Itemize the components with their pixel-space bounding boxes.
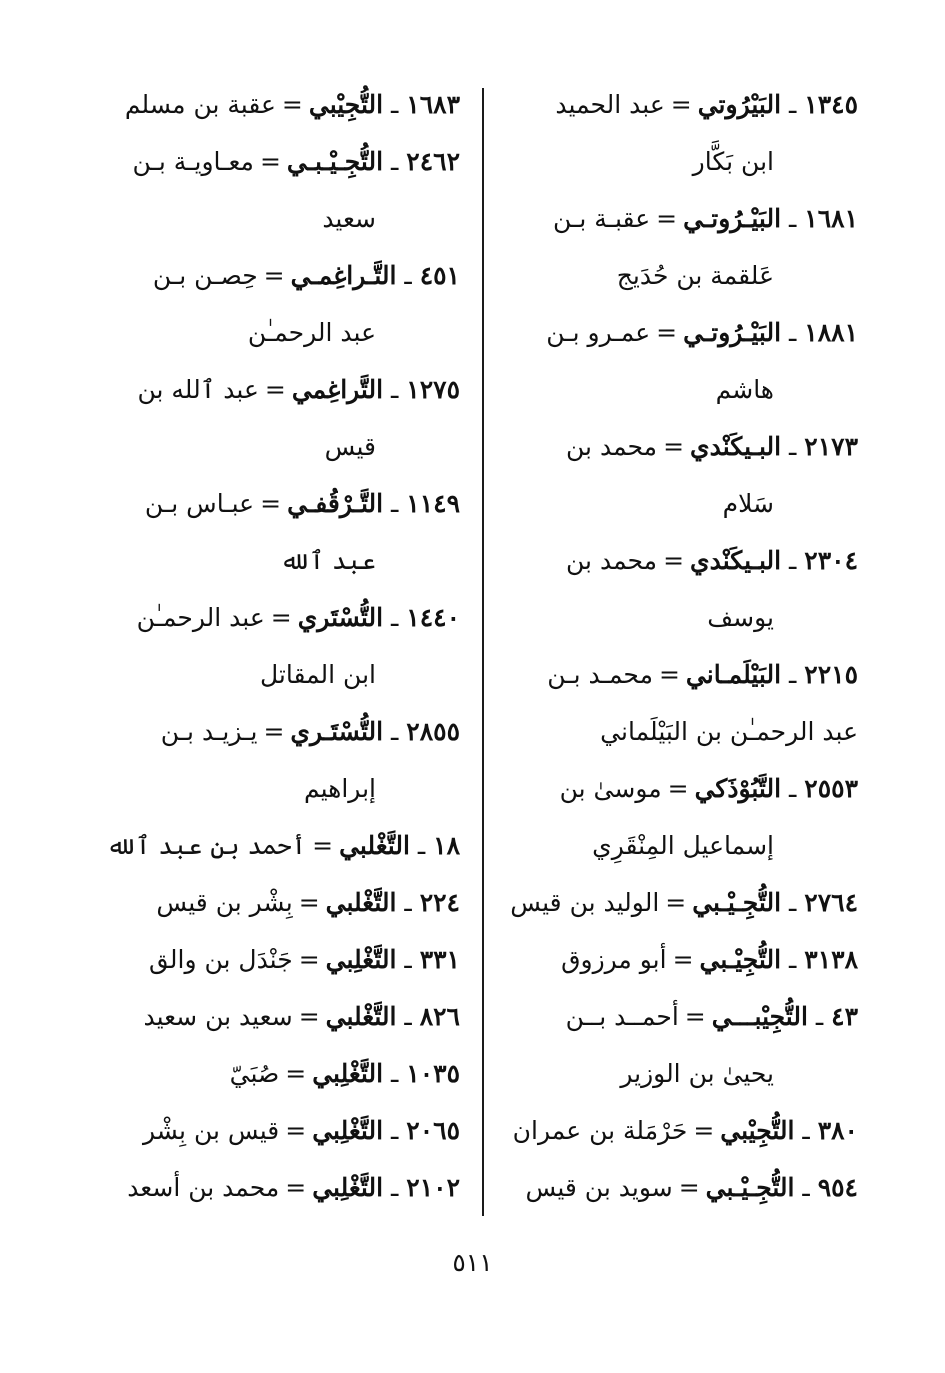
right-column [498, 76, 858, 1216]
index-entry [100, 988, 460, 1045]
entry-equals: = [260, 489, 282, 518]
index-entry [100, 1159, 460, 1216]
entry-number: ١٨٨١ [804, 318, 858, 347]
entry-continuation: عبد ٱلله [280, 546, 376, 575]
entry-nisba: التَّبُوْذَكي [694, 774, 782, 803]
entry-name: الوليد بن قيس [510, 888, 660, 917]
entry-dash: ـ [391, 1059, 399, 1088]
entry-dash: ـ [404, 945, 412, 974]
entry-name: عبد ٱلله بن [137, 375, 259, 404]
entry-equals: = [298, 945, 320, 974]
entry-nisba: البـيكَنْدي [690, 432, 782, 461]
entry-name: سعيد بن سعيد [143, 1002, 293, 1031]
entry-equals: = [658, 660, 680, 689]
entry-name: صُبَيّ [229, 1059, 280, 1088]
entry-number: ١١٤٩ [406, 489, 460, 518]
entry-number: ٢٢٤ [419, 888, 460, 917]
entry-dash: ـ [789, 888, 797, 917]
entry-equals: = [298, 888, 320, 917]
entry-number: ٤٣ [831, 1002, 858, 1031]
entry-equals: = [670, 90, 692, 119]
entry-nisba: التُّجِيْبي [308, 90, 384, 119]
entry-dash: ـ [789, 660, 797, 689]
entry-dash: ـ [789, 774, 797, 803]
entry-equals: = [693, 1116, 715, 1145]
index-entry [498, 532, 858, 589]
entry-equals: = [656, 318, 678, 347]
entry-dash: ـ [789, 945, 797, 974]
entry-name: محمد بن أسعد [127, 1173, 280, 1202]
entry-equals: = [312, 831, 334, 860]
entry-dash: ـ [391, 489, 399, 518]
index-entry [100, 76, 460, 133]
entry-continuation: يوسف [707, 603, 774, 632]
entry-nisba: التَّغْلبي [325, 888, 397, 917]
index-entry [100, 361, 460, 418]
entry-continuation: عبد الرحمـٰن [247, 318, 376, 347]
entry-continuation: قيس [324, 432, 376, 461]
entry-number: ٣٨٠ [817, 1116, 858, 1145]
entry-equals: = [285, 1173, 307, 1202]
entry-nisba: التُّجِيْبي [720, 1116, 795, 1145]
entry-number: ١٠٣٥ [406, 1059, 460, 1088]
entry-name: قيس بن بِشْر [142, 1116, 280, 1145]
entry-number: ١٨ [433, 831, 460, 860]
entry-continuation: سعيد [322, 204, 376, 233]
entry-continuation: ابن بَكَّار [692, 147, 774, 176]
index-entry [100, 247, 460, 304]
entry-nisba: البَيْـرُوتـي [683, 318, 782, 347]
entry-name: عبد الحميد [555, 90, 665, 119]
index-entry [498, 76, 858, 133]
entry-name: حِصـن بـن [152, 261, 258, 290]
entry-number: ١٣٤٥ [804, 90, 858, 119]
page-number: ٥١١ [452, 1248, 493, 1277]
entry-equals: = [298, 1002, 320, 1031]
column-divider [482, 88, 484, 1216]
entry-equals: = [684, 1002, 706, 1031]
entry-dash: ـ [802, 1173, 810, 1202]
entry-name: محمـد بـن [547, 660, 653, 689]
entry-dash: ـ [391, 147, 399, 176]
entry-nisba: البَيْـرُوتـي [683, 204, 782, 233]
entry-dash: ـ [404, 1002, 412, 1031]
entry-number: ١٤٤٠ [406, 603, 460, 632]
entry-equals: = [663, 546, 685, 575]
entry-dash: ـ [404, 888, 412, 917]
entry-number: ٣٣١ [419, 945, 460, 974]
entry-number: ١٦٨١ [804, 204, 858, 233]
entry-dash: ـ [391, 1173, 399, 1202]
index-entry [498, 988, 858, 1045]
entry-nisba: التَّـراغِمـي [290, 261, 397, 290]
entry-number: ٢٠٦٥ [406, 1116, 460, 1145]
entry-equals: = [281, 90, 303, 119]
entry-name: عبد الرحمـٰن [136, 603, 265, 632]
index-entry [498, 760, 858, 817]
index-entry [100, 817, 460, 874]
entry-name: محمد بن [566, 432, 658, 461]
entry-nisba: التَّـرْقُفـي [287, 489, 384, 518]
entry-continuation: عَلقمة بن حُدَيج [616, 261, 774, 290]
entry-nisba: البَيْلَمـاني [685, 660, 782, 689]
entry-equals: = [259, 147, 281, 176]
entry-dash: ـ [391, 1116, 399, 1145]
entry-number: ٩٥٤ [817, 1173, 858, 1202]
entry-name: معـاويـة بـن [132, 147, 254, 176]
entry-number: ٣١٣٨ [804, 945, 858, 974]
entry-equals: = [263, 717, 285, 746]
entry-dash: ـ [391, 375, 399, 404]
entry-number: ١٢٧٥ [406, 375, 460, 404]
entry-nisba: البَيْرُوتي [697, 90, 782, 119]
entry-dash: ـ [391, 717, 399, 746]
entry-continuation: إبراهيم [303, 774, 376, 803]
entry-dash: ـ [815, 1002, 824, 1031]
entry-nisba: التُّجِـيْـبي [692, 888, 782, 917]
entry-name: عقبـة بـن [553, 204, 651, 233]
entry-continuation: يحيىٰ بن الوزير [620, 1059, 774, 1088]
entry-name: أحمد بن عبد ٱلله [106, 831, 307, 860]
entry-name: عمـرو بـن [546, 318, 651, 347]
entry-number: ٢٥٥٣ [804, 774, 858, 803]
entry-nisba: التَّغْلبي [325, 1002, 397, 1031]
entry-dash: ـ [391, 603, 399, 632]
index-entry [498, 646, 858, 703]
entry-dash: ـ [417, 831, 426, 860]
entry-equals: = [678, 1173, 700, 1202]
entry-name: بِشْر بن قيس [156, 888, 293, 917]
entry-number: ١٦٨٣ [406, 90, 460, 119]
index-entry [498, 1102, 858, 1159]
index-entry [498, 304, 858, 361]
entry-name: أحمــد بــن [565, 1002, 679, 1031]
entry-name: عبـاس بـن [144, 489, 255, 518]
entry-name: حَرْمَلة بن عمران [512, 1116, 688, 1145]
entry-continuation: هاشم [715, 375, 774, 404]
entry-equals: = [665, 888, 687, 917]
index-entry [498, 1159, 858, 1216]
entry-continuation: ابن المقاتل [259, 660, 376, 689]
entry-number: ٤٥١ [419, 261, 460, 290]
entry-dash: ـ [789, 204, 797, 233]
entry-dash: ـ [391, 90, 399, 119]
entry-equals: = [667, 774, 689, 803]
entry-nisba: التُّجِـيْـبي [705, 1173, 795, 1202]
entry-continuation: إسماعيل المِنْقَرِي [592, 831, 774, 860]
index-entry [498, 190, 858, 247]
index-entry [100, 703, 460, 760]
entry-name: يـزيـد بـن [160, 717, 258, 746]
entry-equals: = [270, 603, 292, 632]
index-entry [100, 589, 460, 646]
entry-dash: ـ [789, 432, 797, 461]
entry-name: موسىٰ بن [559, 774, 662, 803]
entry-dash: ـ [404, 261, 412, 290]
entry-nisba: التُّسْتَـري [290, 717, 384, 746]
entry-nisba: التَّراغِمي [291, 375, 384, 404]
entry-nisba: التُّجِيْـبي [699, 945, 782, 974]
entry-name: محمد بن [566, 546, 658, 575]
entry-nisba: التُّجِـيْـبـي [286, 147, 384, 176]
entry-name: عقبة بن مسلم [124, 90, 276, 119]
entry-number: ٢٤٦٢ [406, 147, 460, 176]
entry-continuation: عبد الرحمـٰن بن البَيْلَماني [600, 717, 858, 746]
entry-equals: = [264, 375, 286, 404]
entry-number: ٢١٠٢ [406, 1173, 460, 1202]
entry-name: أبو مرزوق [561, 945, 667, 974]
entry-nisba: التَّغْلِبي [325, 945, 397, 974]
index-entry [100, 1102, 460, 1159]
entry-continuation: سَلام [722, 489, 774, 518]
entry-nisba: التَّغْلبي [339, 831, 410, 860]
entry-dash: ـ [789, 90, 797, 119]
entry-number: ٢٨٥٥ [406, 717, 460, 746]
index-entry [100, 475, 460, 532]
index-entry [100, 931, 460, 988]
index-entry [100, 874, 460, 931]
entry-number: ٢١٧٣ [804, 432, 858, 461]
left-column [100, 76, 460, 1216]
index-entry [498, 931, 858, 988]
entry-dash: ـ [789, 318, 797, 347]
entry-number: ٢٧٦٤ [804, 888, 858, 917]
entry-nisba: التُّسْتَري [297, 603, 384, 632]
index-entry [100, 1045, 460, 1102]
entry-nisba: التُّجِيْبـــي [711, 1002, 808, 1031]
entry-name: جَنْدَل بن والق [149, 945, 293, 974]
entry-dash: ـ [789, 546, 797, 575]
entry-name: سويد بن قيس [525, 1173, 673, 1202]
entry-equals: = [285, 1059, 307, 1088]
index-entry [100, 133, 460, 190]
entry-equals: = [263, 261, 285, 290]
index-entry [498, 874, 858, 931]
entry-nisba: التَّغْلِبي [312, 1116, 384, 1145]
entry-nisba: التَّغْلِبي [312, 1173, 384, 1202]
entry-dash: ـ [802, 1116, 810, 1145]
entry-equals: = [672, 945, 694, 974]
entry-nisba: التَّغْلِبي [312, 1059, 384, 1088]
entry-number: ٢٣٠٤ [804, 546, 858, 575]
entry-number: ٢٢١٥ [804, 660, 858, 689]
entry-equals: = [663, 432, 685, 461]
entry-nisba: البـيكَنْدي [690, 546, 782, 575]
index-entry [498, 418, 858, 475]
entry-equals: = [656, 204, 678, 233]
entry-equals: = [285, 1116, 307, 1145]
entry-number: ٨٢٦ [419, 1002, 460, 1031]
